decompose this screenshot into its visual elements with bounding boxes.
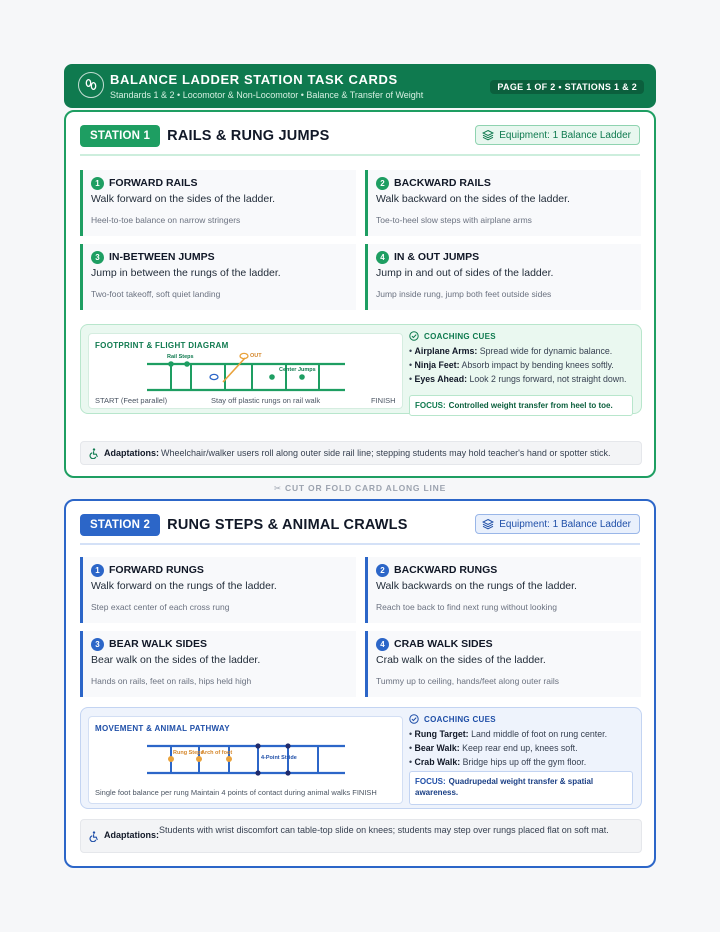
focus-box: FOCUS: Controlled weight transfer from heel to toe. [409, 395, 633, 416]
equipment-badge [475, 514, 640, 534]
footprint-diagram [88, 333, 403, 409]
station-2-title: RUNG STEPS & ANIMAL CRAWLS [167, 517, 408, 533]
task-number: 3 [91, 638, 104, 651]
rail-steps-label: Rail Steps [167, 354, 194, 360]
task-title: FORWARD RAILS [109, 177, 198, 189]
layers-icon [482, 129, 494, 141]
station-2-card [64, 499, 656, 868]
footprints-icon [78, 72, 104, 98]
cue-item: • Ninja Feet: Absorb impact by bending knees softly. [409, 360, 614, 370]
center-jumps-label: Center Jumps [279, 367, 316, 373]
four-point-stride-label: 4-Point Stride [261, 755, 297, 761]
task-forward-rungs [80, 557, 356, 623]
diagram-title: FOOTPRINT & FLIGHT DIAGRAM [95, 341, 229, 350]
station-2-pill: STATION 2 [80, 514, 160, 536]
task-instruction: Bear walk on the sides of the ladder. [91, 654, 261, 666]
cue-item: • Rung Target: Land middle of foot on rung center. [409, 729, 608, 739]
task-tip: Tummy up to ceiling, hands/feet along outer rails [376, 676, 560, 686]
out-label: OUT [250, 353, 262, 359]
diagram-note-caption: Stay off plastic rungs on rail walk [211, 396, 321, 405]
coaching-cues-heading: COACHING CUES [409, 714, 635, 724]
cue-item: • Airplane Arms: Spread wide for dynamic balance. [409, 346, 613, 356]
task-instruction: Jump in between the rungs of the ladder. [91, 267, 281, 279]
task-title: CRAB WALK SIDES [394, 638, 493, 650]
task-number: 1 [91, 564, 104, 577]
task-instruction: Jump in and out of sides of the ladder. [376, 267, 554, 279]
task-tip: Hands on rails, feet on rails, hips held high [91, 676, 252, 686]
task-tip: Heel-to-toe balance on narrow stringers [91, 215, 241, 225]
check-circle-icon [409, 714, 419, 724]
equipment-badge [475, 125, 640, 145]
station-1-title: RAILS & RUNG JUMPS [167, 128, 330, 144]
diagram-start-caption: START (Feet parallel) [95, 396, 168, 405]
station-1-card [64, 110, 656, 478]
adaptations-label: Adaptations: [104, 448, 159, 458]
station-1-heading [80, 124, 329, 148]
task-bear-walk-sides [80, 631, 356, 697]
check-circle-icon [409, 331, 419, 341]
coaching-cues-heading: COACHING CUES [409, 331, 635, 341]
equipment-label: Equipment: 1 Balance Ladder [499, 518, 631, 530]
adaptations-text: Wheelchair/walker users roll along outer side rail line; stepping students may hold teacher's hand or spotter stick. [161, 448, 611, 458]
focus-box: FOCUS: Quadrupedal weight transfer & spatial awareness. [409, 771, 633, 805]
diagram-finish-caption: FINISH [371, 396, 396, 405]
arch-of-foot-label: Arch of foot [201, 750, 233, 756]
task-number: 2 [376, 177, 389, 190]
task-title: IN-BETWEEN JUMPS [109, 251, 215, 263]
task-title: IN & OUT JUMPS [394, 251, 480, 263]
cut-line: ✂ CUT OR FOLD CARD ALONG LINE [273, 483, 447, 493]
accessibility-icon [89, 448, 100, 459]
task-tip: Reach toe back to find next rung without looking [376, 602, 557, 612]
task-title: FORWARD RUNGS [109, 564, 204, 576]
diagram-and-cues-panel [80, 324, 642, 414]
task-title: BEAR WALK SIDES [109, 638, 208, 650]
page-title: BALANCE LADDER STATION TASK CARDS [110, 72, 398, 87]
adaptations-label: Adaptations: [104, 830, 159, 840]
task-number: 4 [376, 251, 389, 264]
adaptations-text: Students with wrist discomfort can table-top slide on knees; students may step over rungs placed flat on soft mat. [159, 825, 609, 835]
station-2-heading [80, 513, 408, 537]
accessibility-icon [89, 831, 100, 842]
task-instruction: Walk forward on the sides of the ladder. [91, 193, 276, 205]
task-number: 4 [376, 638, 389, 651]
task-instruction: Walk backward on the sides of the ladder. [376, 193, 570, 205]
equipment-label: Equipment: 1 Balance Ladder [499, 129, 631, 141]
task-number: 3 [91, 251, 104, 264]
cue-item: • Bear Walk: Keep rear end up, knees soft. [409, 743, 578, 753]
coaching-cues [409, 714, 635, 769]
coaching-cues [409, 331, 635, 386]
task-crab-walk-sides [365, 631, 641, 697]
pathway-diagram [88, 716, 403, 804]
task-in-out-jumps [365, 244, 641, 310]
cue-item: • Eyes Ahead: Look 2 rungs forward, not straight down. [409, 374, 627, 384]
station-1-pill: STATION 1 [80, 125, 160, 147]
task-backward-rungs [365, 557, 641, 623]
scissors-icon: ✂ [273, 483, 282, 493]
diagram-title: MOVEMENT & ANIMAL PATHWAY [95, 724, 230, 733]
divider [80, 154, 640, 156]
task-title: BACKWARD RAILS [394, 177, 491, 189]
task-number: 2 [376, 564, 389, 577]
adaptations-bar [80, 441, 642, 465]
adaptations-bar [80, 819, 642, 853]
page-subtitle: Standards 1 & 2 • Locomotor & Non-Locomotor • Balance & Transfer of Weight [110, 90, 424, 100]
task-title: BACKWARD RUNGS [394, 564, 498, 576]
task-backward-rails [365, 170, 641, 236]
diagram-caption: Single foot balance per rung Maintain 4 points of contact during animal walks FINISH [95, 788, 377, 797]
divider [80, 543, 640, 545]
layers-icon [482, 518, 494, 530]
task-instruction: Walk forward on the rungs of the ladder. [91, 580, 277, 592]
task-instruction: Crab walk on the sides of the ladder. [376, 654, 546, 666]
task-tip: Toe-to-heel slow steps with airplane arms [376, 215, 532, 225]
task-forward-rails [80, 170, 356, 236]
diagram-and-cues-panel [80, 707, 642, 809]
task-tip: Two-foot takeoff, soft quiet landing [91, 289, 221, 299]
task-number: 1 [91, 177, 104, 190]
task-tip: Step exact center of each cross rung [91, 602, 230, 612]
page-header [64, 64, 656, 108]
rung-steps-label: Rung Steps [173, 750, 204, 756]
task-tip: Jump inside rung, jump both feet outside sides [376, 289, 552, 299]
task-instruction: Walk backwards on the rungs of the ladder. [376, 580, 577, 592]
page-badge: PAGE 1 OF 2 • STATIONS 1 & 2 [490, 80, 644, 94]
cue-item: • Crab Walk: Bridge hips up off the gym floor. [409, 757, 587, 767]
task-in-between-jumps [80, 244, 356, 310]
